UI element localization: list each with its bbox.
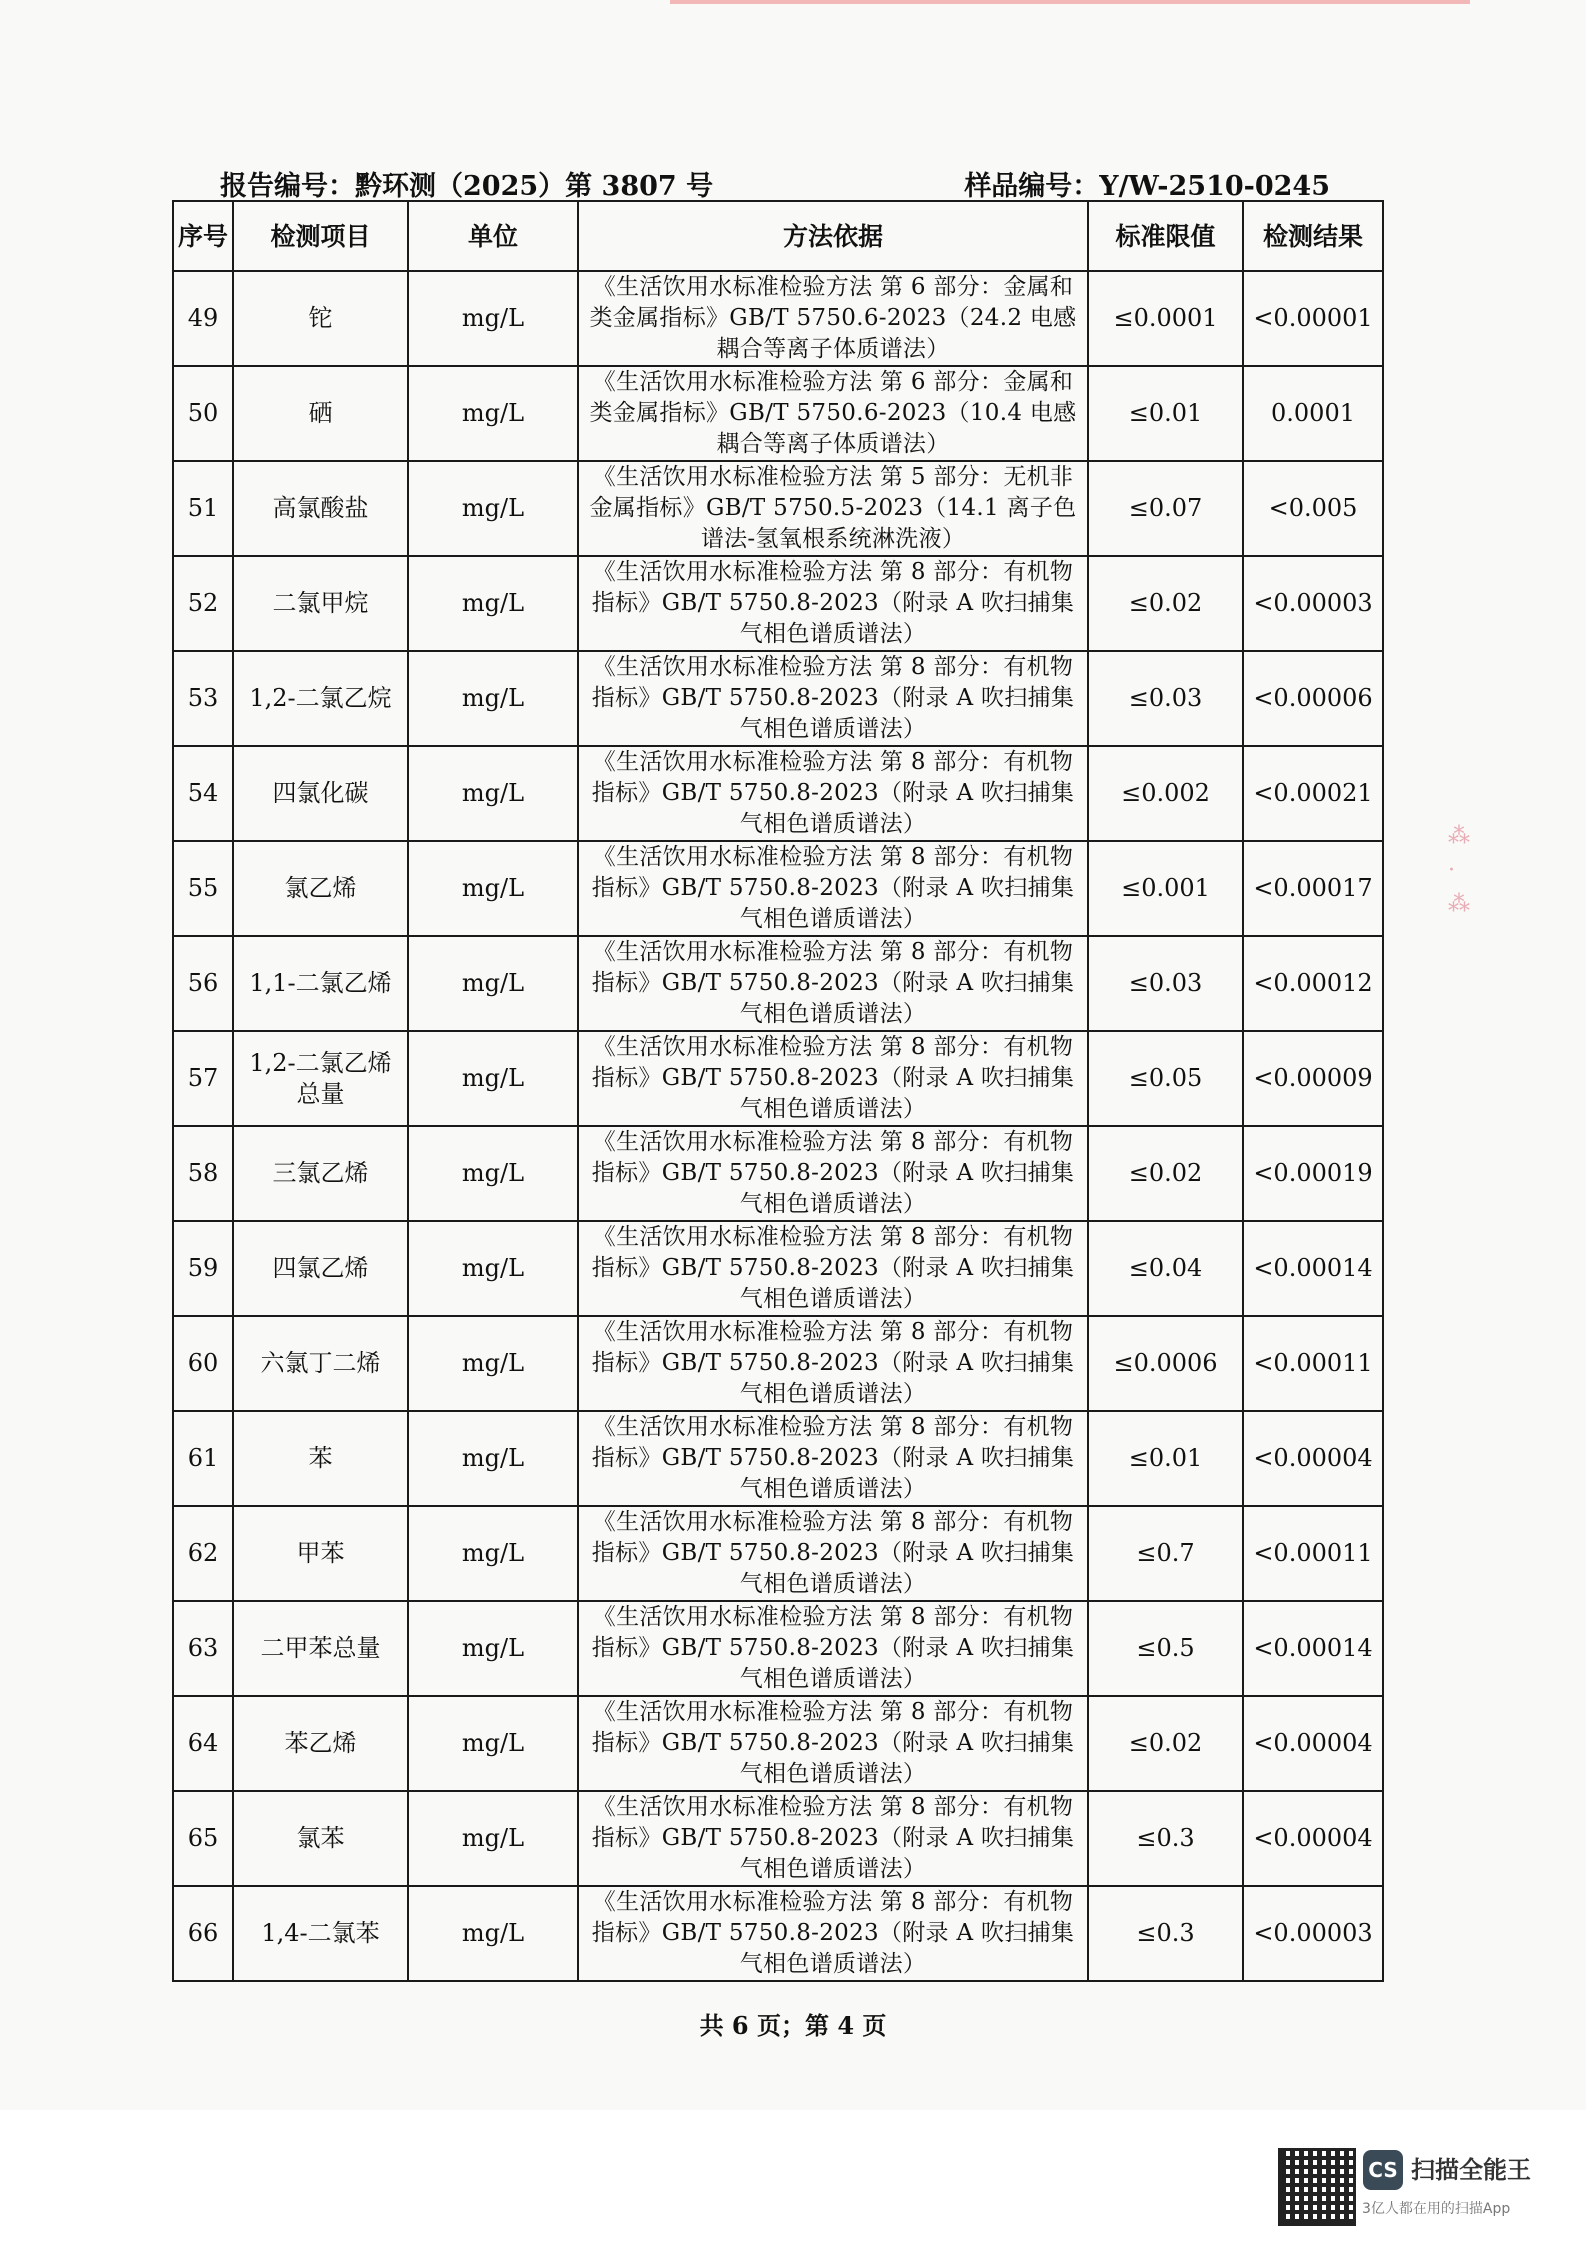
row-method: 《生活饮用水标准检验方法 第 8 部分：有机物指标》GB/T 5750.8-2023（附录 A 吹扫捕集气相色谱质谱法）: [578, 1031, 1088, 1126]
row-no: 63: [173, 1601, 233, 1696]
row-limit: ≤0.0006: [1088, 1316, 1243, 1411]
row-method: 《生活饮用水标准检验方法 第 8 部分：有机物指标》GB/T 5750.8-2023（附录 A 吹扫捕集气相色谱质谱法）: [578, 841, 1088, 936]
row-no: 49: [173, 271, 233, 366]
row-limit: ≤0.03: [1088, 651, 1243, 746]
row-item: 铊: [233, 271, 408, 366]
row-method: 《生活饮用水标准检验方法 第 6 部分：金属和类金属指标》GB/T 5750.6-2023（10.4 电感耦合等离子体质谱法）: [578, 366, 1088, 461]
header-limit: 标准限值: [1088, 201, 1243, 271]
results-table: [172, 200, 1384, 1982]
row-unit: mg/L: [408, 1696, 578, 1791]
row-item: 1,4-二氯苯: [233, 1886, 408, 1981]
row-unit: mg/L: [408, 1601, 578, 1696]
row-item: 硒: [233, 366, 408, 461]
row-no: 65: [173, 1791, 233, 1886]
row-unit: mg/L: [408, 1791, 578, 1886]
page-number: 共 6 页；第 4 页: [699, 2011, 887, 2040]
table-row: [173, 1886, 1383, 1981]
row-no: 61: [173, 1411, 233, 1506]
row-method: 《生活饮用水标准检验方法 第 8 部分：有机物指标》GB/T 5750.8-2023（附录 A 吹扫捕集气相色谱质谱法）: [578, 651, 1088, 746]
row-result: <0.00001: [1243, 271, 1383, 366]
row-unit: mg/L: [408, 1886, 578, 1981]
row-unit: mg/L: [408, 556, 578, 651]
row-limit: ≤0.01: [1088, 1411, 1243, 1506]
row-limit: ≤0.02: [1088, 1696, 1243, 1791]
row-no: 59: [173, 1221, 233, 1316]
sample-number: 样品编号：Y/W-2510-0245: [964, 171, 1330, 202]
table-row: [173, 1506, 1383, 1601]
row-item: 氯乙烯: [233, 841, 408, 936]
table-row: [173, 1126, 1383, 1221]
row-limit: ≤0.03: [1088, 936, 1243, 1031]
row-limit: ≤0.04: [1088, 1221, 1243, 1316]
row-no: 52: [173, 556, 233, 651]
row-unit: mg/L: [408, 1221, 578, 1316]
report-number: 报告编号：黔环测（2025）第 3807 号: [220, 171, 714, 202]
row-limit: ≤0.02: [1088, 1126, 1243, 1221]
row-result: <0.00009: [1243, 1031, 1383, 1126]
table-row: [173, 366, 1383, 461]
row-result: <0.00012: [1243, 936, 1383, 1031]
row-item: 苯: [233, 1411, 408, 1506]
row-no: 51: [173, 461, 233, 556]
row-result: <0.00003: [1243, 556, 1383, 651]
row-no: 55: [173, 841, 233, 936]
row-result: <0.00006: [1243, 651, 1383, 746]
row-unit: mg/L: [408, 1506, 578, 1601]
row-item: 六氯丁二烯: [233, 1316, 408, 1411]
table-row: [173, 271, 1383, 366]
row-item: 四氯乙烯: [233, 1221, 408, 1316]
row-result: <0.00004: [1243, 1696, 1383, 1791]
row-limit: ≤0.3: [1088, 1886, 1243, 1981]
table-row: [173, 1221, 1383, 1316]
table-header-row: [173, 201, 1383, 271]
row-no: 64: [173, 1696, 233, 1791]
row-unit: mg/L: [408, 1126, 578, 1221]
row-item: 1,2-二氯乙烯总量: [233, 1031, 408, 1126]
row-method: 《生活饮用水标准检验方法 第 8 部分：有机物指标》GB/T 5750.8-2023（附录 A 吹扫捕集气相色谱质谱法）: [578, 936, 1088, 1031]
row-item: 高氯酸盐: [233, 461, 408, 556]
row-item: 1,2-二氯乙烷: [233, 651, 408, 746]
row-method: 《生活饮用水标准检验方法 第 8 部分：有机物指标》GB/T 5750.8-2023（附录 A 吹扫捕集气相色谱质谱法）: [578, 1601, 1088, 1696]
edge-seal-fragment: ⁂ · ⁂: [1448, 824, 1470, 917]
row-method: 《生活饮用水标准检验方法 第 5 部分：无机非金属指标》GB/T 5750.5-2023（14.1 离子色谱法-氢氧根系统淋洗液）: [578, 461, 1088, 556]
row-result: <0.00021: [1243, 746, 1383, 841]
row-method: 《生活饮用水标准检验方法 第 8 部分：有机物指标》GB/T 5750.8-2023（附录 A 吹扫捕集气相色谱质谱法）: [578, 1316, 1088, 1411]
header-result: 检测结果: [1243, 201, 1383, 271]
row-method: 《生活饮用水标准检验方法 第 8 部分：有机物指标》GB/T 5750.8-2023（附录 A 吹扫捕集气相色谱质谱法）: [578, 1506, 1088, 1601]
row-unit: mg/L: [408, 366, 578, 461]
table-row: [173, 651, 1383, 746]
row-unit: mg/L: [408, 651, 578, 746]
row-no: 66: [173, 1886, 233, 1981]
row-method: 《生活饮用水标准检验方法 第 8 部分：有机物指标》GB/T 5750.8-2023（附录 A 吹扫捕集气相色谱质谱法）: [578, 1696, 1088, 1791]
camscanner-name: 扫描全能王: [1411, 2156, 1531, 2184]
table-row: [173, 1031, 1383, 1126]
row-limit: ≤0.02: [1088, 556, 1243, 651]
camscanner-logo-text: CS: [1368, 2158, 1398, 2182]
row-result: <0.00011: [1243, 1316, 1383, 1411]
row-result: <0.00004: [1243, 1791, 1383, 1886]
row-no: 62: [173, 1506, 233, 1601]
row-method: 《生活饮用水标准检验方法 第 8 部分：有机物指标》GB/T 5750.8-2023（附录 A 吹扫捕集气相色谱质谱法）: [578, 1411, 1088, 1506]
row-unit: mg/L: [408, 841, 578, 936]
row-method: 《生活饮用水标准检验方法 第 8 部分：有机物指标》GB/T 5750.8-2023（附录 A 吹扫捕集气相色谱质谱法）: [578, 1791, 1088, 1886]
qr-code-icon: [1278, 2148, 1356, 2226]
row-item: 甲苯: [233, 1506, 408, 1601]
row-method: 《生活饮用水标准检验方法 第 8 部分：有机物指标》GB/T 5750.8-2023（附录 A 吹扫捕集气相色谱质谱法）: [578, 1221, 1088, 1316]
row-result: <0.00014: [1243, 1221, 1383, 1316]
table-row: [173, 461, 1383, 556]
table-row: [173, 1791, 1383, 1886]
table-row: [173, 1411, 1383, 1506]
row-result: <0.00011: [1243, 1506, 1383, 1601]
row-limit: ≤0.5: [1088, 1601, 1243, 1696]
row-no: 54: [173, 746, 233, 841]
row-method: 《生活饮用水标准检验方法 第 8 部分：有机物指标》GB/T 5750.8-2023（附录 A 吹扫捕集气相色谱质谱法）: [578, 1126, 1088, 1221]
row-no: 53: [173, 651, 233, 746]
camscanner-tagline: 3亿人都在用的扫描App: [1362, 2201, 1511, 2217]
table-row: [173, 1696, 1383, 1791]
row-unit: mg/L: [408, 1316, 578, 1411]
table-row: [173, 746, 1383, 841]
row-result: <0.00003: [1243, 1886, 1383, 1981]
camscanner-logo: [1363, 2150, 1403, 2190]
row-unit: mg/L: [408, 271, 578, 366]
table-row: [173, 841, 1383, 936]
row-result: <0.00004: [1243, 1411, 1383, 1506]
row-item: 三氯乙烯: [233, 1126, 408, 1221]
table-row: [173, 1601, 1383, 1696]
row-limit: ≤0.7: [1088, 1506, 1243, 1601]
top-edge-mark: [670, 0, 1470, 4]
row-no: 56: [173, 936, 233, 1031]
row-no: 60: [173, 1316, 233, 1411]
row-item: 1,1-二氯乙烯: [233, 936, 408, 1031]
header-unit: 单位: [408, 201, 578, 271]
row-result: <0.005: [1243, 461, 1383, 556]
header-no: 序号: [173, 201, 233, 271]
row-limit: ≤0.3: [1088, 1791, 1243, 1886]
table-body: [173, 271, 1383, 1981]
row-unit: mg/L: [408, 746, 578, 841]
row-limit: ≤0.05: [1088, 1031, 1243, 1126]
row-limit: ≤0.0001: [1088, 271, 1243, 366]
row-item: 氯苯: [233, 1791, 408, 1886]
table-row: [173, 556, 1383, 651]
row-method: 《生活饮用水标准检验方法 第 6 部分：金属和类金属指标》GB/T 5750.6-2023（24.2 电感耦合等离子体质谱法）: [578, 271, 1088, 366]
row-limit: ≤0.07: [1088, 461, 1243, 556]
table-row: [173, 1316, 1383, 1411]
row-method: 《生活饮用水标准检验方法 第 8 部分：有机物指标》GB/T 5750.8-2023（附录 A 吹扫捕集气相色谱质谱法）: [578, 746, 1088, 841]
row-limit: ≤0.001: [1088, 841, 1243, 936]
row-unit: mg/L: [408, 936, 578, 1031]
row-no: 50: [173, 366, 233, 461]
row-item: 二甲苯总量: [233, 1601, 408, 1696]
row-item: 四氯化碳: [233, 746, 408, 841]
row-result: <0.00017: [1243, 841, 1383, 936]
row-item: 苯乙烯: [233, 1696, 408, 1791]
row-result: <0.00019: [1243, 1126, 1383, 1221]
row-unit: mg/L: [408, 1411, 578, 1506]
row-method: 《生活饮用水标准检验方法 第 8 部分：有机物指标》GB/T 5750.8-2023（附录 A 吹扫捕集气相色谱质谱法）: [578, 556, 1088, 651]
row-limit: ≤0.01: [1088, 366, 1243, 461]
row-result: <0.00014: [1243, 1601, 1383, 1696]
row-no: 58: [173, 1126, 233, 1221]
row-limit: ≤0.002: [1088, 746, 1243, 841]
row-no: 57: [173, 1031, 233, 1126]
header-method: 方法依据: [578, 201, 1088, 271]
row-item: 二氯甲烷: [233, 556, 408, 651]
row-unit: mg/L: [408, 1031, 578, 1126]
row-unit: mg/L: [408, 461, 578, 556]
row-method: 《生活饮用水标准检验方法 第 8 部分：有机物指标》GB/T 5750.8-2023（附录 A 吹扫捕集气相色谱质谱法）: [578, 1886, 1088, 1981]
table-row: [173, 936, 1383, 1031]
report-header: [220, 164, 1330, 204]
row-result: 0.0001: [1243, 366, 1383, 461]
header-item: 检测项目: [233, 201, 408, 271]
